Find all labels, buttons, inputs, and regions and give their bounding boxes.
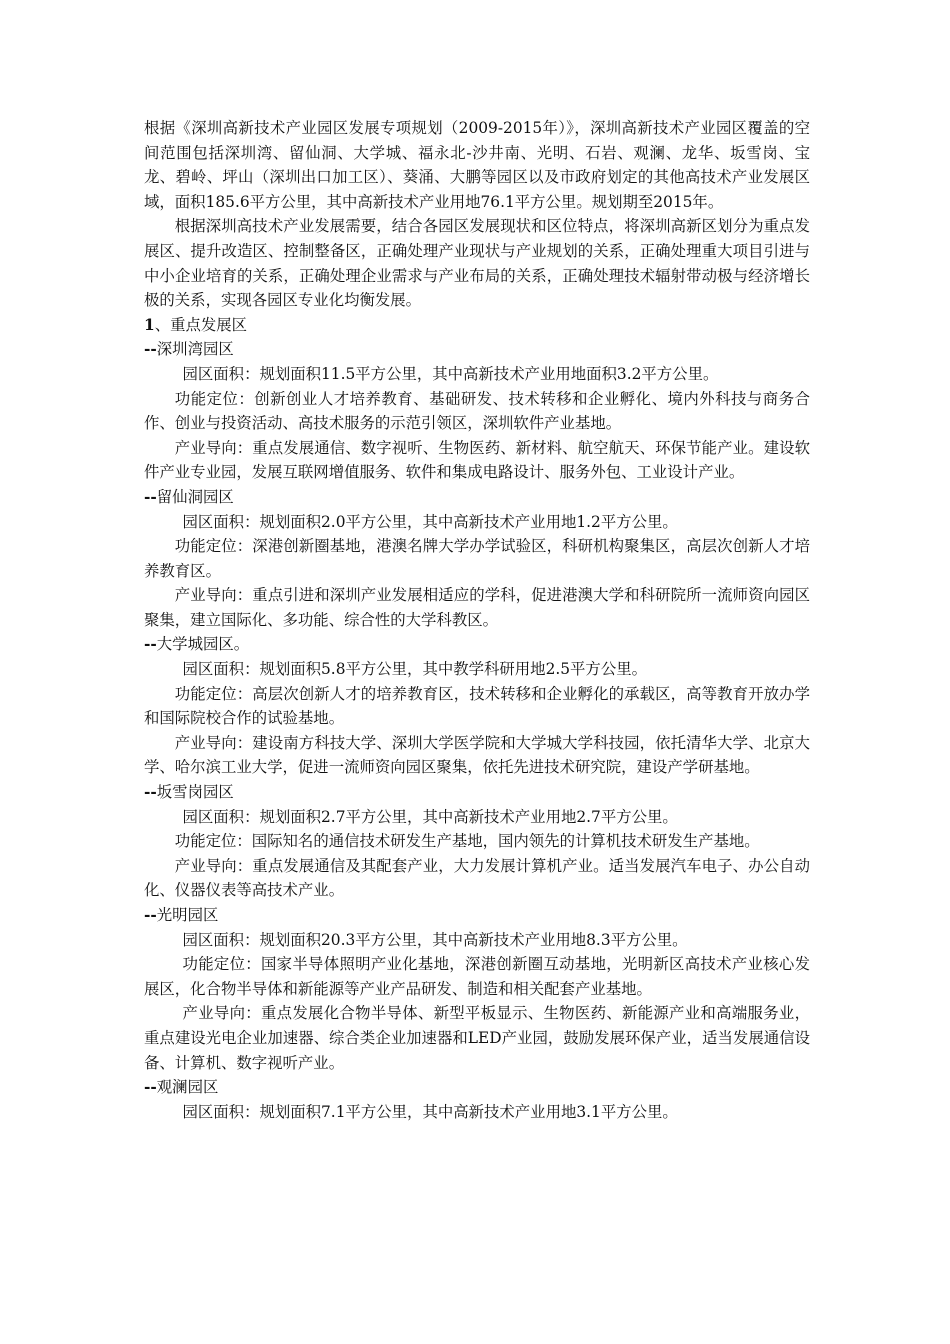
park-area: 园区面积：规划面积2.7平方公里，其中高新技术产业用地2.7平方公里。 [182, 807, 678, 826]
park-industry: 产业导向：重点发展通信、数字视听、生物医药、新材料、航空航天、环保节能产业。建设软件产业专业园，发展互联网增值服务、软件和集成电路设计、服务外包、工业设计产业。 [144, 438, 810, 482]
park-industry: 产业导向：建设南方科技大学、深圳大学医学院和大学城大学科技园，依托清华大学、北京大学、哈尔滨工业大学，促进一流师资向园区聚集，依托先进技术研究院，建设产学研基地。 [144, 733, 810, 777]
section-number: 1 [144, 315, 155, 334]
park-function: 功能定位：创新创业人才培养教育、基础研发、技术转移和企业孵化、境内外科技与商务合作、创业与投资活动、高技术服务的示范引领区，深圳软件产业基地。 [144, 389, 810, 433]
intro-paragraph-1: 根据《深圳高新技术产业园区发展专项规划（2009-2015年）》，深圳高新技术产业园区覆盖的空间范围包括深圳湾、留仙洞、大学城、福永北-沙井南、光明、石岩、观澜、龙华、坂雪岗、宝龙、碧岭、坪山（深圳出口加工区）、葵涌、大鹏等园区以及市政府划定的其他高技术产业发展区域，面积185.6平方公里，其中高新技术产业用地76.1平方公里。规划期至2015年。 [144, 119, 810, 211]
intro-paragraph-2: 根据深圳高技术产业发展需要，结合各园区发展现状和区位特点，将深圳高新区划分为重点发展区、提升改造区、控制整备区，正确处理产业现状与产业规划的关系，正确处理重大项目引进与中小企业培育的关系，正确处理企业需求与产业布局的关系，正确处理技术辐射带动极与经济增长极的关系，实现各园区专业化均衡发展。 [144, 217, 810, 310]
park-dash: -- [144, 1078, 157, 1097]
park-name: 坂雪岗园区 [156, 783, 234, 802]
park-function: 功能定位：高层次创新人才的培养教育区，技术转移和企业孵化的承载区，高等教育开放办学和国际院校合作的试验基地。 [144, 684, 810, 728]
park-name: 光明园区 [156, 906, 219, 924]
park-function: 功能定位：国际知名的通信技术研发生产基地，国内领先的计算机技术研发生产基地。 [174, 832, 760, 851]
park-industry: 产业导向：重点引进和深圳产业发展相适应的学科，促进港澳大学和科研院所一流师资向园区聚集，建立国际化、多功能、综合性的大学科教区。 [144, 586, 810, 629]
park-area: 园区面积：规划面积11.5平方公里，其中高新技术产业用地面积3.2平方公里。 [182, 364, 719, 383]
park-heading-daxuecheng [144, 632, 810, 657]
document-page [144, 116, 810, 1124]
park-dash: -- [144, 340, 157, 359]
park-name: 留仙洞园区 [156, 487, 234, 506]
park-dash: -- [144, 487, 157, 506]
park-heading-banxuegang [144, 780, 810, 805]
park-name: 观澜园区 [156, 1078, 219, 1097]
park-heading-liuxiandong [144, 485, 810, 510]
park-area: 园区面积：规划面积7.1平方公里，其中高新技术产业用地3.1平方公里。 [182, 1102, 678, 1121]
park-name: 大学城园区。 [156, 635, 250, 654]
park-industry: 产业导向：重点发展化合物半导体、新型平板显示、生物医药、新能源产业和高端服务业，重点建设光电企业加速器、综合类企业加速器和LED产业园，鼓励发展环保产业，适当发展通信设备、计算机、数字视听产业。 [144, 1004, 810, 1072]
park-dash: -- [144, 906, 157, 924]
section-title: 、重点发展区 [154, 315, 248, 334]
park-heading-guangming [144, 903, 810, 928]
park-function: 功能定位：国家半导体照明产业化基地，深港创新圈互动基地，光明新区高技术产业核心发展区，化合物半导体和新能源等产业产品研发、制造和相关配套产业基地。 [144, 955, 810, 998]
section-heading [144, 313, 810, 338]
park-heading-shenzhenwan [144, 337, 810, 362]
park-area: 园区面积：规划面积5.8平方公里，其中教学科研用地2.5平方公里。 [182, 660, 647, 679]
park-industry: 产业导向：重点发展通信及其配套产业，大力发展计算机产业。适当发展汽车电子、办公自动化、仪器仪表等高技术产业。 [144, 856, 810, 900]
park-name: 深圳湾园区 [156, 340, 234, 359]
park-dash: -- [144, 783, 157, 802]
park-area: 园区面积：规划面积20.3平方公里，其中高新技术产业用地8.3平方公里。 [182, 930, 688, 949]
park-dash: -- [144, 635, 157, 654]
park-heading-guanlan [144, 1075, 810, 1100]
park-area: 园区面积：规划面积2.0平方公里，其中高新技术产业用地1.2平方公里。 [182, 512, 678, 531]
park-function: 功能定位：深港创新圈基地，港澳名牌大学办学试验区，科研机构聚集区，高层次创新人才培养教育区。 [144, 537, 810, 580]
